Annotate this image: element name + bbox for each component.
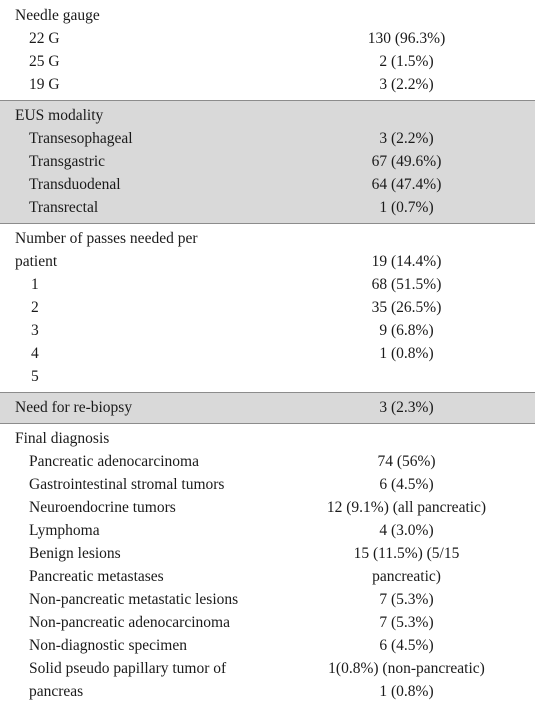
row-label: 1 (31, 275, 39, 293)
row-label: Neuroendocrine tumors (29, 498, 176, 516)
table-section (0, 423, 535, 707)
table-row (0, 250, 535, 273)
table-row (0, 273, 535, 296)
row-label: Solid pseudo papillary tumor of (29, 659, 227, 677)
table-row (0, 127, 535, 150)
row-label: 5 (31, 367, 39, 385)
row-value: 7 (5.3%) (379, 613, 434, 631)
table-row (0, 611, 535, 634)
row-label: Transduodenal (29, 175, 121, 193)
row-value: 3 (2.2%) (379, 129, 434, 147)
row-value: 67 (49.6%) (371, 152, 442, 170)
table-row (0, 296, 535, 319)
table-row (0, 365, 535, 388)
row-label: 4 (31, 344, 39, 362)
table-row (0, 427, 535, 450)
row-label: Non-diagnostic specimen (29, 636, 187, 654)
table-row (0, 227, 535, 250)
table-row (0, 73, 535, 96)
row-value: 35 (26.5%) (371, 298, 442, 316)
row-label: Need for re-biopsy (15, 398, 133, 416)
row-value: 6 (4.5%) (379, 475, 434, 493)
row-label: 2 (31, 298, 39, 316)
table-row (0, 657, 535, 680)
row-label: 19 G (29, 75, 60, 93)
row-label: Needle gauge (15, 6, 100, 24)
table-row (0, 173, 535, 196)
table-section (0, 100, 535, 223)
row-value: 9 (6.8%) (379, 321, 434, 339)
table-row (0, 519, 535, 542)
row-value: 19 (14.4%) (371, 252, 442, 270)
row-label: Pancreatic adenocarcinoma (29, 452, 199, 470)
row-value: 130 (96.3%) (367, 29, 446, 47)
table-row (0, 196, 535, 219)
row-value: 6 (4.5%) (379, 636, 434, 654)
row-value: 1 (0.8%) (379, 682, 434, 700)
row-value: 12 (9.1%) (all pancreatic) (326, 498, 487, 516)
row-value: 15 (11.5%) (5/15 (353, 544, 460, 562)
table-row (0, 496, 535, 519)
row-label: Gastrointestinal stromal tumors (29, 475, 225, 493)
row-label: Benign lesions (29, 544, 121, 562)
row-value: 1 (0.7%) (379, 198, 434, 216)
row-label: Transgastric (29, 152, 106, 170)
row-value: 3 (2.2%) (379, 75, 434, 93)
table-row (0, 542, 535, 565)
row-label: patient (15, 252, 58, 270)
row-label: Non-pancreatic adenocarcinoma (29, 613, 230, 631)
row-value: 3 (2.3%) (379, 398, 434, 416)
table-row (0, 565, 535, 588)
row-value: 74 (56%) (377, 452, 436, 470)
table-row (0, 50, 535, 73)
row-label: pancreas (29, 682, 84, 700)
table-row (0, 473, 535, 496)
row-value: 4 (3.0%) (379, 521, 434, 539)
row-value: 2 (1.5%) (379, 52, 434, 70)
row-label: Pancreatic metastases (29, 567, 164, 585)
table-row (0, 319, 535, 342)
row-value: 1(0.8%) (non-pancreatic) (328, 659, 485, 677)
table-row (0, 27, 535, 50)
row-label: Non-pancreatic metastatic lesions (29, 590, 239, 608)
row-label: Final diagnosis (15, 429, 110, 447)
table-row (0, 4, 535, 27)
table-row (0, 150, 535, 173)
table-row (0, 634, 535, 657)
row-label: 3 (31, 321, 39, 339)
row-label: Lymphoma (29, 521, 100, 539)
row-value: 7 (5.3%) (379, 590, 434, 608)
table-row (0, 680, 535, 703)
row-label: EUS modality (15, 106, 104, 124)
table-section (0, 223, 535, 392)
row-label: 22 G (29, 29, 60, 47)
row-label: Transrectal (29, 198, 99, 216)
table-section (0, 392, 535, 423)
row-label: Number of passes needed per (15, 229, 198, 247)
table-row (0, 342, 535, 365)
table-row (0, 588, 535, 611)
row-label: Transesophageal (29, 129, 133, 147)
row-label: 25 G (29, 52, 60, 70)
table-row (0, 396, 535, 419)
row-value: 1 (0.8%) (379, 344, 434, 362)
table-row (0, 104, 535, 127)
table-row (0, 450, 535, 473)
table-section (0, 0, 535, 100)
row-value: 64 (47.4%) (371, 175, 442, 193)
row-value: 68 (51.5%) (371, 275, 442, 293)
row-value: pancreatic) (372, 567, 441, 585)
